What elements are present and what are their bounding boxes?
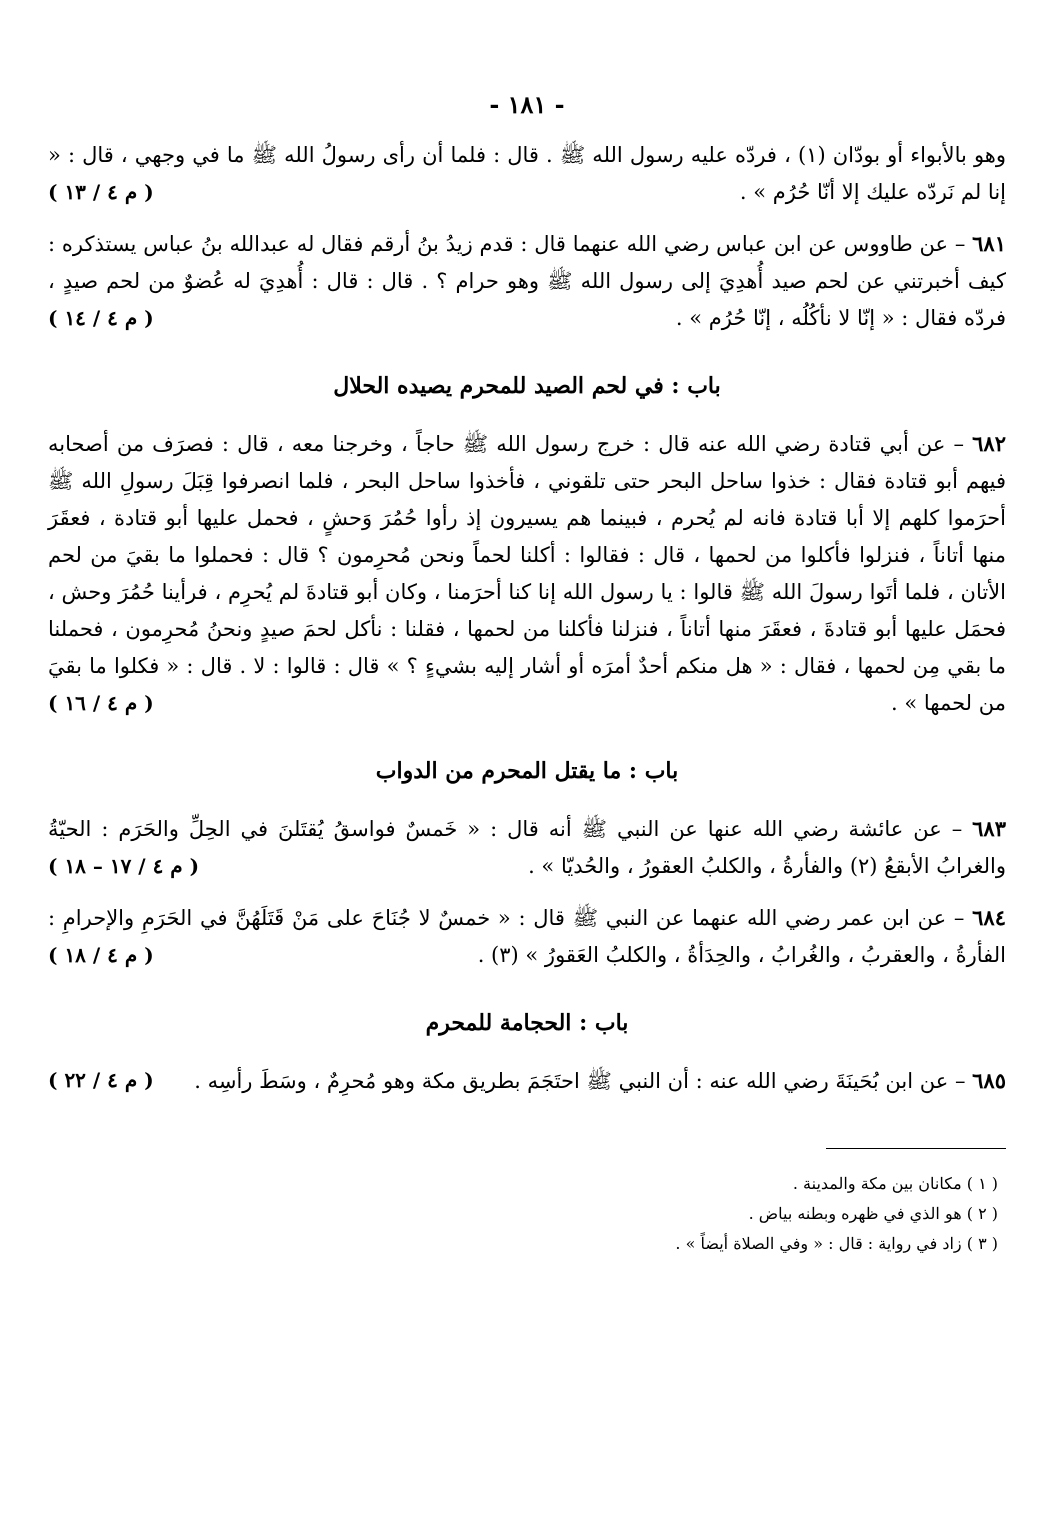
hadith-683 bbox=[48, 810, 1006, 885]
hadith-text: – عن عائشة رضي الله عنها عن النبي ﷺ أنه قال : « خَمسٌ فواسقُ يُقتَلنَ في الحِلِّ والحَرَم : الحيّةُ والغرابُ الأبقعُ (٢) والفأرةُ ، والكلبُ العقورُ ، والحُديّا » . bbox=[48, 817, 1006, 878]
chapter-heading: باب : ما يقتل المحرم من الدواب bbox=[375, 758, 679, 784]
footnotes bbox=[48, 1169, 998, 1259]
hadith-reference: ( م ٤ / ٢٢ ) bbox=[48, 1068, 154, 1092]
hadith-681 bbox=[48, 225, 1006, 337]
hadith-685 bbox=[48, 1062, 1006, 1100]
hadith-682 bbox=[48, 425, 1006, 722]
hadith-number: ٦٨٣ bbox=[972, 816, 1006, 841]
hadith-reference: ( م ٤ / ١٣ ) bbox=[48, 180, 154, 204]
chapter-heading: باب : الحجامة للمحرم bbox=[425, 1010, 629, 1036]
hadith-text: – عن طاووس عن ابن عباس رضي الله عنهما قال : قدم زيدُ بنُ أرقم فقال له عبدالله بنُ عباس يستذكره : كيف أخبرتني عن لحم صيد أُهدِيَ إلى رسول الله ﷺ وهو حرام ؟ . قال : قال : أُهدِيَ له عُضوٌ من لحم صيدٍ ، فردّه فقال : « إنّا لا نأكُلُه ، إنّا حُرُم » . bbox=[48, 232, 1006, 330]
footnote: ( ٢ ) هو الذي في ظهره وبطنه بياض . bbox=[748, 1204, 998, 1223]
footnote: ( ١ ) مكانان بين مكة والمدينة . bbox=[792, 1174, 998, 1193]
hadith-reference: ( م ٤ / ١٨ ) bbox=[48, 943, 154, 967]
hadith-reference: ( م ٤ / ١٦ ) bbox=[48, 691, 154, 715]
hadith-reference: ( م ٤ / ١٧ – ١٨ ) bbox=[48, 854, 200, 878]
hadith-text: – عن ابن بُحَينَةَ رضي الله عنه : أن النبي ﷺ احتَجَمَ بطريق مكة وهو مُحرِمٌ ، وسَطَ رأسِه . bbox=[194, 1069, 966, 1093]
hadith-684 bbox=[48, 899, 1006, 974]
hadith-number: ٦٨٥ bbox=[972, 1068, 1006, 1093]
hadith-text: – عن ابن عمر رضي الله عنهما عن النبي ﷺ قال : « خمسٌ لا جُنَاحَ على مَنْ قَتَلَهُنَّ في الحَرَمِ والإحرامِ : الفأرةُ ، والعقربُ ، والغُرابُ ، والحِدَأةُ ، والكلبُ العَقورُ » (٣) . bbox=[48, 906, 1006, 967]
chapter-heading: باب : في لحم الصيد للمحرم يصيده الحلال bbox=[333, 373, 721, 399]
hadith-number: ٦٨٢ bbox=[972, 431, 1006, 456]
hadith-number: ٦٨١ bbox=[972, 231, 1006, 256]
hadith-reference: ( م ٤ / ١٤ ) bbox=[48, 306, 154, 330]
hadith-text: – عن أبي قتادة رضي الله عنه قال : خرج رسول الله ﷺ حاجاً ، وخرجنا معه ، قال : فصرَف من أصحابه فيهم أبو قتادة فقال : خذوا ساحل البحر حتى تلقوني ، فأخذوا ساحل البحر ، فلما انصرفوا قِبَلَ رسولِ الله ﷺ أحرَموا كلهم إلا أبا قتادة فانه لم يُحرم ، فبينما هم يسيرون إذ رأوا حُمُرَ وَحشٍ ، فحمل عليها أبو قتادة ، فعقَرَ منها أتاناً ، فنزلوا فأكلوا من لحمها ، قال : فقالوا : أكلنا لحماً ونحن مُحرِمون ؟ قال : فحملوا ما بقيَ من لحم الأتان ، فلما أتَوا رسولَ الله ﷺ قالوا : يا رسول الله إنا كنا أحرَمنا ، وكان أبو قتادةَ لم يُحرِم ، فرأينا حُمُرَ وحش ، فحمَل عليها أبو قتادةَ ، فعقَرَ منها أتاناً ، فنزلنا فأكلنا من لحمها ، فقلنا : نأكل لحمَ صيدٍ ونحنُ مُحرِمون ، فحملنا ما بقي مِن لحمها ، فقال : « هل منكم أحدٌ أمرَه أو أشار إليه بشيءٍ ؟ » قال : قالوا : لا . قال : « فكلوا ما بقيَ من لحمها » . bbox=[48, 432, 1006, 715]
hadith-text: وهو بالأبواء أو بودّان (١) ، فردّه عليه رسول الله ﷺ . قال : فلما أن رأى رسولُ الله ﷺ ما في وجهي ، قال : « إنا لم نَردّه عليك إلا أنّا حُرُم » . bbox=[48, 143, 1007, 204]
book-page bbox=[48, 90, 1006, 1259]
hadith-number: ٦٨٤ bbox=[972, 905, 1006, 930]
footnote: ( ٣ ) زاد في رواية : قال : « وفي الصلاة أيضاً » . bbox=[675, 1234, 998, 1253]
hadith-continued bbox=[48, 137, 1006, 211]
page-number: - ١٨١ - bbox=[489, 90, 565, 119]
footnote-divider bbox=[826, 1148, 1006, 1149]
